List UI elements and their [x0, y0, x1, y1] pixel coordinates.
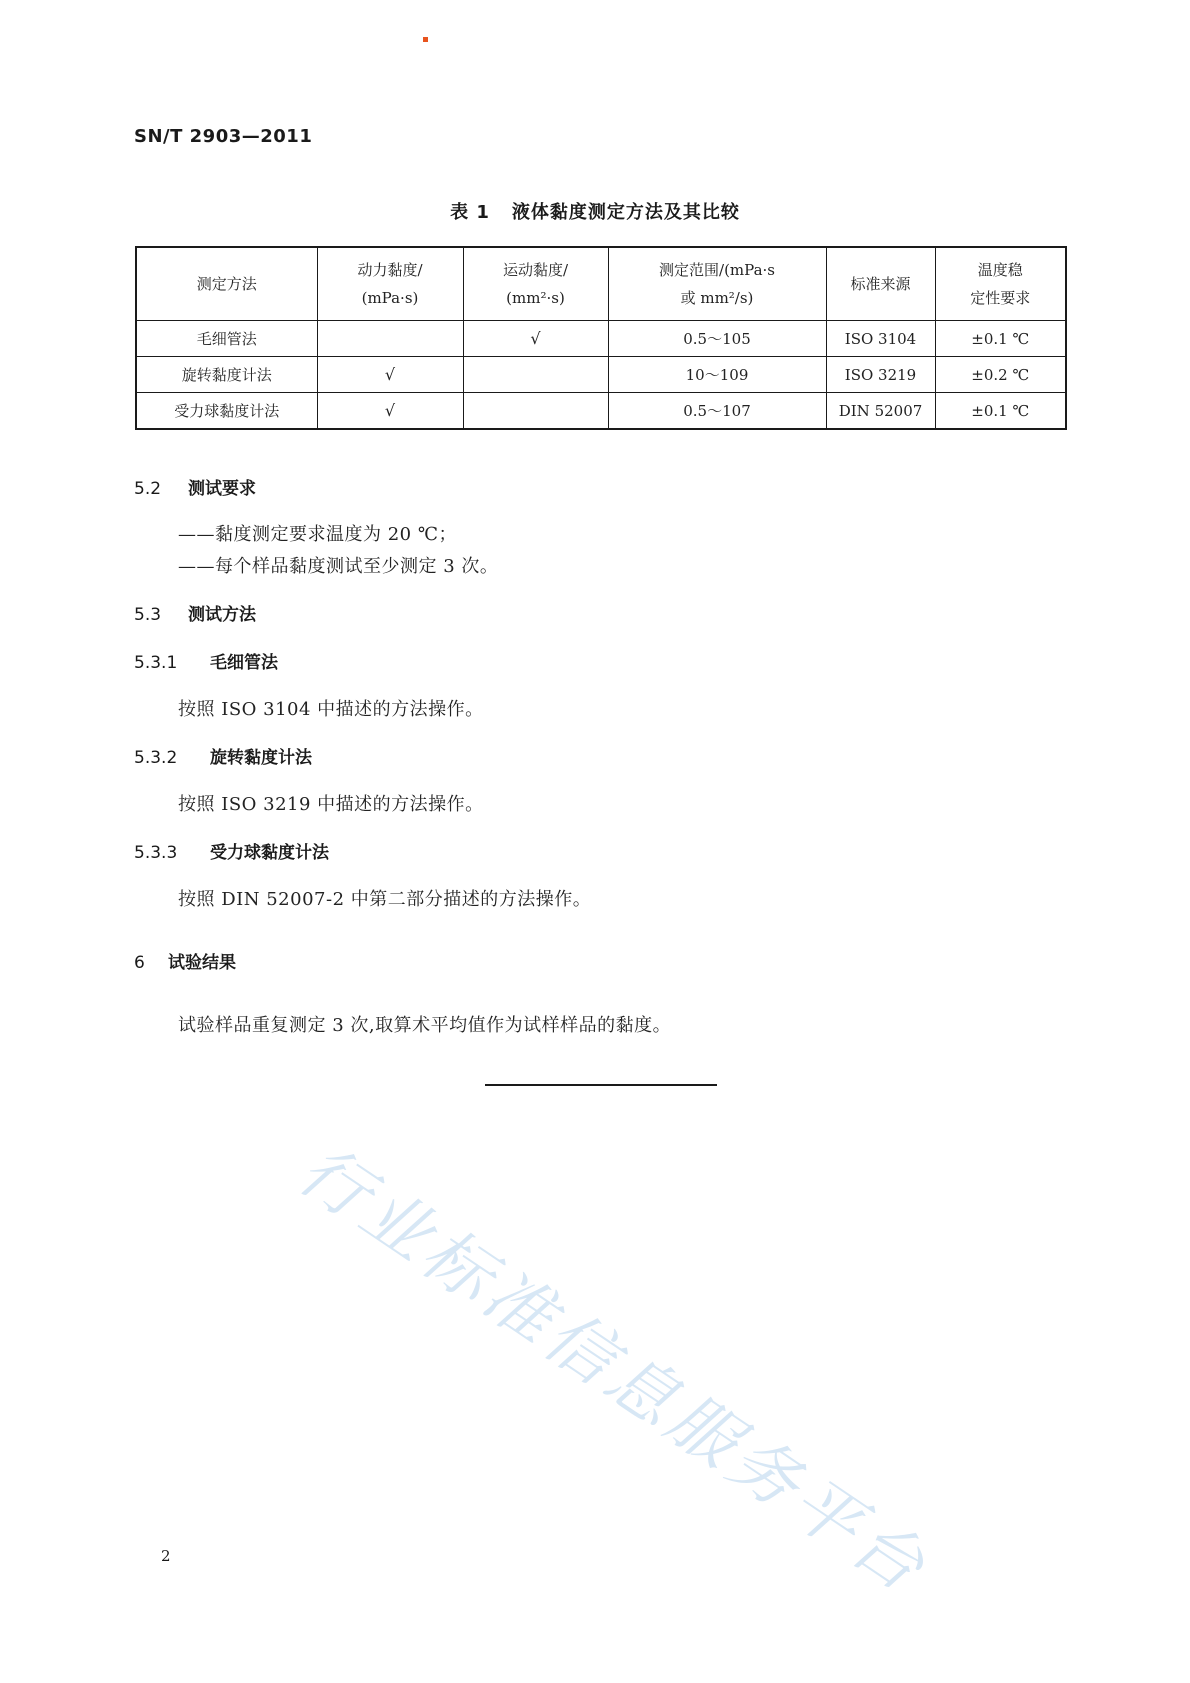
- col-header-stability: 温度稳 定性要求: [935, 247, 1066, 321]
- section-5-3-2-text: 按照 ISO 3219 中描述的方法操作。: [178, 794, 484, 815]
- table-title-number: 表 1: [450, 202, 490, 223]
- cell-dynamic: √: [317, 393, 463, 430]
- requirement-item: ——每个样品黏度测试至少测定 3 次。: [178, 556, 499, 577]
- viscosity-methods-table: [135, 246, 1067, 430]
- cell-kinematic: √: [463, 321, 608, 357]
- table-header-row: [136, 247, 1066, 321]
- cell-range: 10～109: [608, 357, 826, 393]
- cell-range: 0.5～107: [608, 393, 826, 430]
- cell-stability: ±0.1 ℃: [935, 393, 1066, 430]
- standard-number: SN/T 2903—2011: [134, 126, 313, 147]
- cell-kinematic: [463, 393, 608, 430]
- col-header-method: 测定方法: [136, 247, 317, 321]
- col-header-dynamic: 动力黏度/ (mPa·s): [317, 247, 463, 321]
- cell-method: 毛细管法: [136, 321, 317, 357]
- cell-dynamic: [317, 321, 463, 357]
- table-row: [136, 357, 1066, 393]
- cell-stability: ±0.1 ℃: [935, 321, 1066, 357]
- section-5-3-1-heading: 5.3.1 毛细管法: [134, 653, 278, 673]
- cell-method: 受力球黏度计法: [136, 393, 317, 430]
- col-header-kinematic: 运动黏度/ (mm²·s): [463, 247, 608, 321]
- cell-method: 旋转黏度计法: [136, 357, 317, 393]
- table-title: [0, 198, 1190, 224]
- cell-source: ISO 3219: [826, 357, 935, 393]
- table-title-text: 液体黏度测定方法及其比较: [511, 202, 740, 223]
- section-5-3-1-text: 按照 ISO 3104 中描述的方法操作。: [178, 699, 484, 720]
- cell-source: DIN 52007: [826, 393, 935, 430]
- table-row: [136, 321, 1066, 357]
- section-5-3-2-heading: 5.3.2 旋转黏度计法: [134, 748, 312, 768]
- page-number: 2: [161, 1547, 171, 1565]
- cell-kinematic: [463, 357, 608, 393]
- cell-stability: ±0.2 ℃: [935, 357, 1066, 393]
- cell-dynamic: √: [317, 357, 463, 393]
- col-header-source: 标准来源: [826, 247, 935, 321]
- cell-source: ISO 3104: [826, 321, 935, 357]
- end-rule: [485, 1084, 717, 1086]
- section-5-3-3-heading: 5.3.3 受力球黏度计法: [134, 843, 329, 863]
- col-header-range: 测定范围/(mPa·s 或 mm²/s): [608, 247, 826, 321]
- watermark: 行业标准信息服务平台: [284, 1130, 943, 1611]
- section-6-text: 试验样品重复测定 3 次,取算术平均值作为试样样品的黏度。: [178, 1015, 672, 1036]
- table-row: [136, 393, 1066, 430]
- section-6-heading: 6 试验结果: [134, 953, 236, 973]
- section-5-3-heading: 5.3 测试方法: [134, 605, 256, 625]
- section-5-2-heading: 5.2 测试要求: [134, 479, 256, 499]
- requirement-item: ——黏度测定要求温度为 20 ℃；: [178, 524, 457, 545]
- section-5-3-3-text: 按照 DIN 52007-2 中第二部分描述的方法操作。: [178, 889, 592, 910]
- cell-range: 0.5～105: [608, 321, 826, 357]
- red-marker: [423, 37, 428, 42]
